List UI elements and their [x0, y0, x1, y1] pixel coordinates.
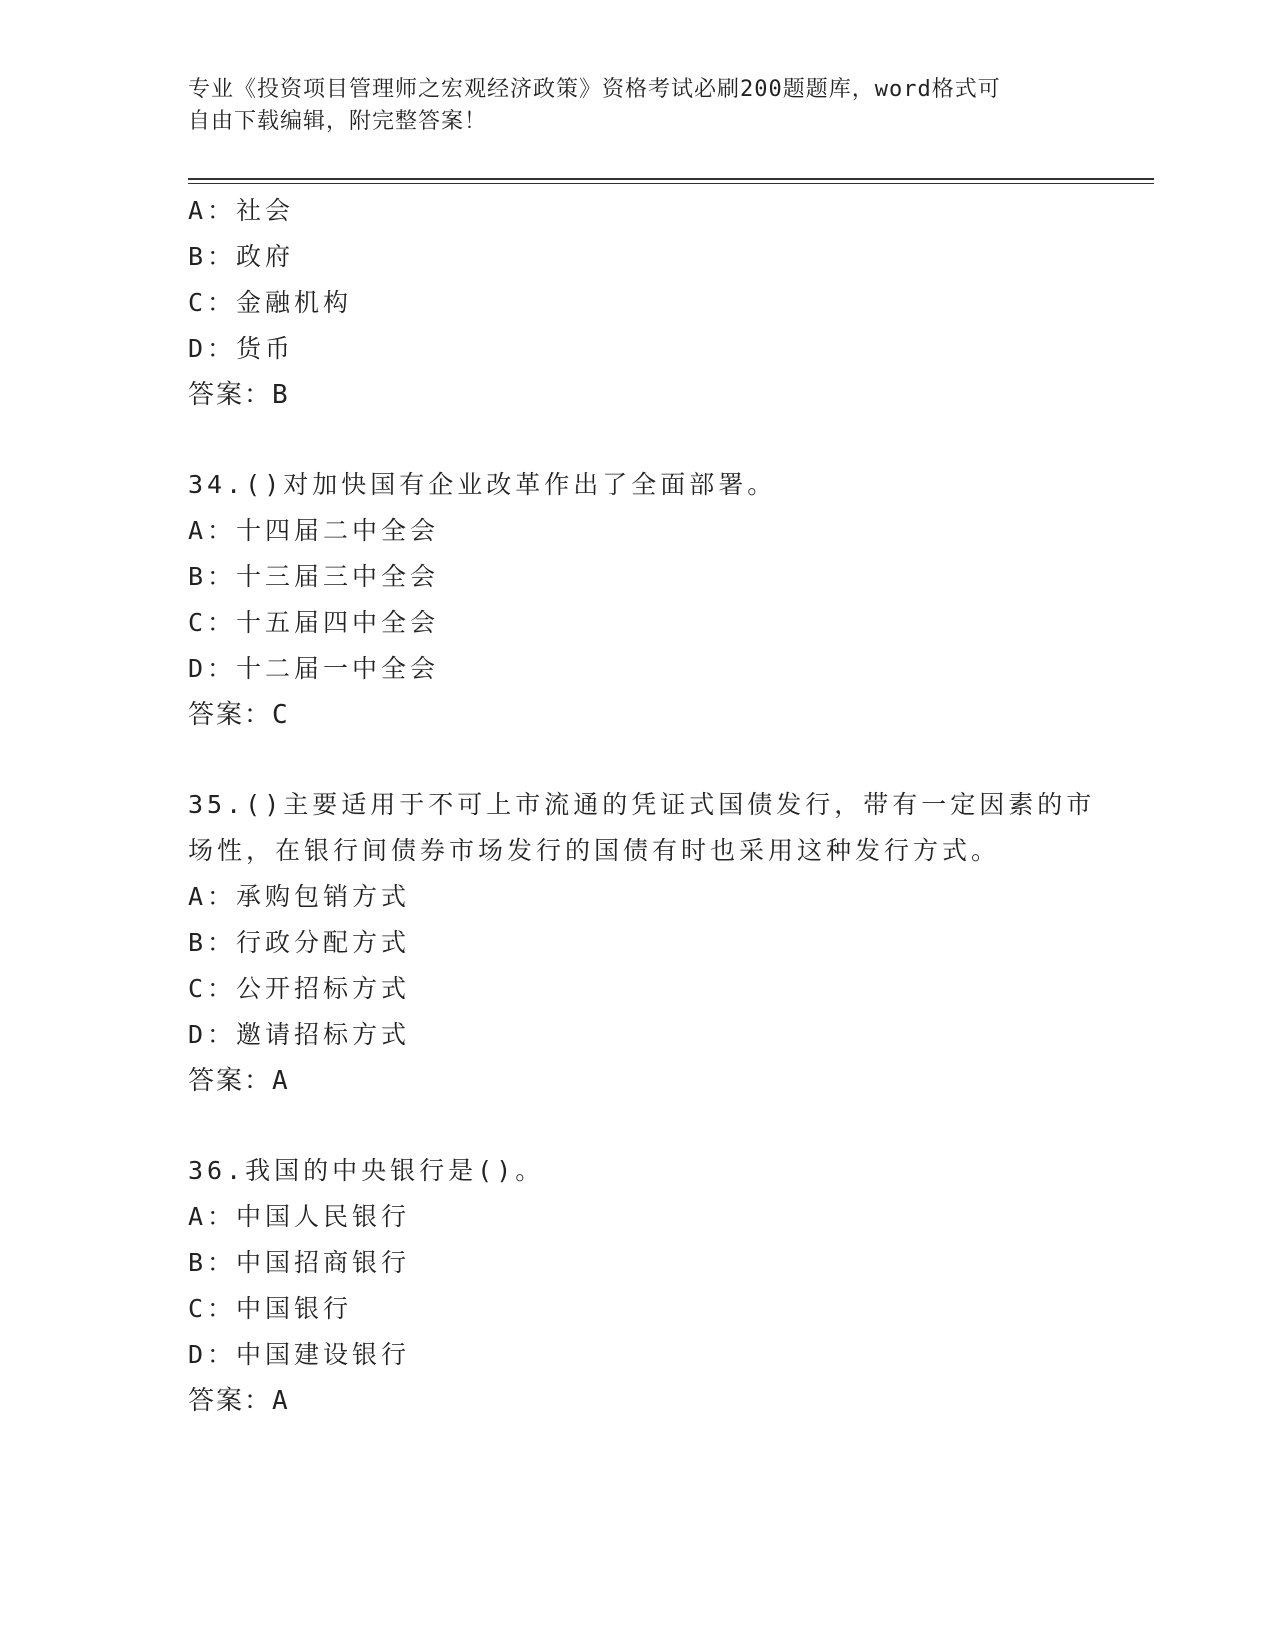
question-36 [188, 1148, 1128, 1424]
option-b: B：行政分配方式 [188, 928, 411, 957]
option-d: D：十二届一中全会 [188, 654, 440, 683]
question-list [188, 188, 1128, 1424]
answer-line [188, 1378, 1128, 1424]
option-a: A：十四届二中全会 [188, 516, 440, 545]
option-a: A：承购包销方式 [188, 882, 411, 911]
option-c: C：中国银行 [188, 1294, 353, 1323]
option-c: C：公开招标方式 [188, 974, 411, 1003]
option-d: D：中国建设银行 [188, 1340, 411, 1369]
answer-value: A [272, 1386, 288, 1416]
document-header [188, 74, 1088, 138]
question-34 [188, 462, 1128, 738]
answer-line [188, 692, 1128, 738]
option-b: B：政府 [188, 242, 295, 271]
answer-value: B [272, 380, 288, 410]
question-stem-line-1: 35.()主要适用于不可上市流通的凭证式国债发行，带有一定因素的市 [188, 790, 1096, 819]
answer-label: 答案： [188, 700, 273, 730]
answer-line [188, 372, 1128, 418]
answer-line [188, 1058, 1128, 1104]
option-a: A：中国人民银行 [188, 1202, 411, 1231]
question-33 [188, 188, 1128, 418]
header-line-1: 专业《投资项目管理师之宏观经济政策》资格考试必刷200题题库，word格式可 [188, 77, 1001, 102]
question-stem-line-2: 场性，在银行间债券市场发行的国债有时也采用这种发行方式。 [188, 836, 1001, 865]
header-line-2: 自由下载编辑，附完整答案！ [188, 109, 488, 134]
option-c: C：十五届四中全会 [188, 608, 440, 637]
answer-value: C [272, 700, 288, 730]
question-stem: 34.()对加快国有企业改革作出了全面部署。 [188, 470, 777, 499]
header-rule-thick [188, 178, 1154, 180]
option-b: B：中国招商银行 [188, 1248, 411, 1277]
answer-label: 答案： [188, 1066, 273, 1096]
answer-value: A [272, 1066, 288, 1096]
answer-label: 答案： [188, 380, 273, 410]
option-c: C：金融机构 [188, 288, 353, 317]
question-35 [188, 782, 1128, 1104]
option-d: D：邀请招标方式 [188, 1020, 411, 1049]
question-stem: 36.我国的中央银行是()。 [188, 1156, 545, 1185]
option-d: D：货币 [188, 334, 295, 363]
option-b: B：十三届三中全会 [188, 562, 440, 591]
header-rule-thin [188, 183, 1154, 184]
option-a: A：社会 [188, 196, 295, 225]
answer-label: 答案： [188, 1386, 273, 1416]
